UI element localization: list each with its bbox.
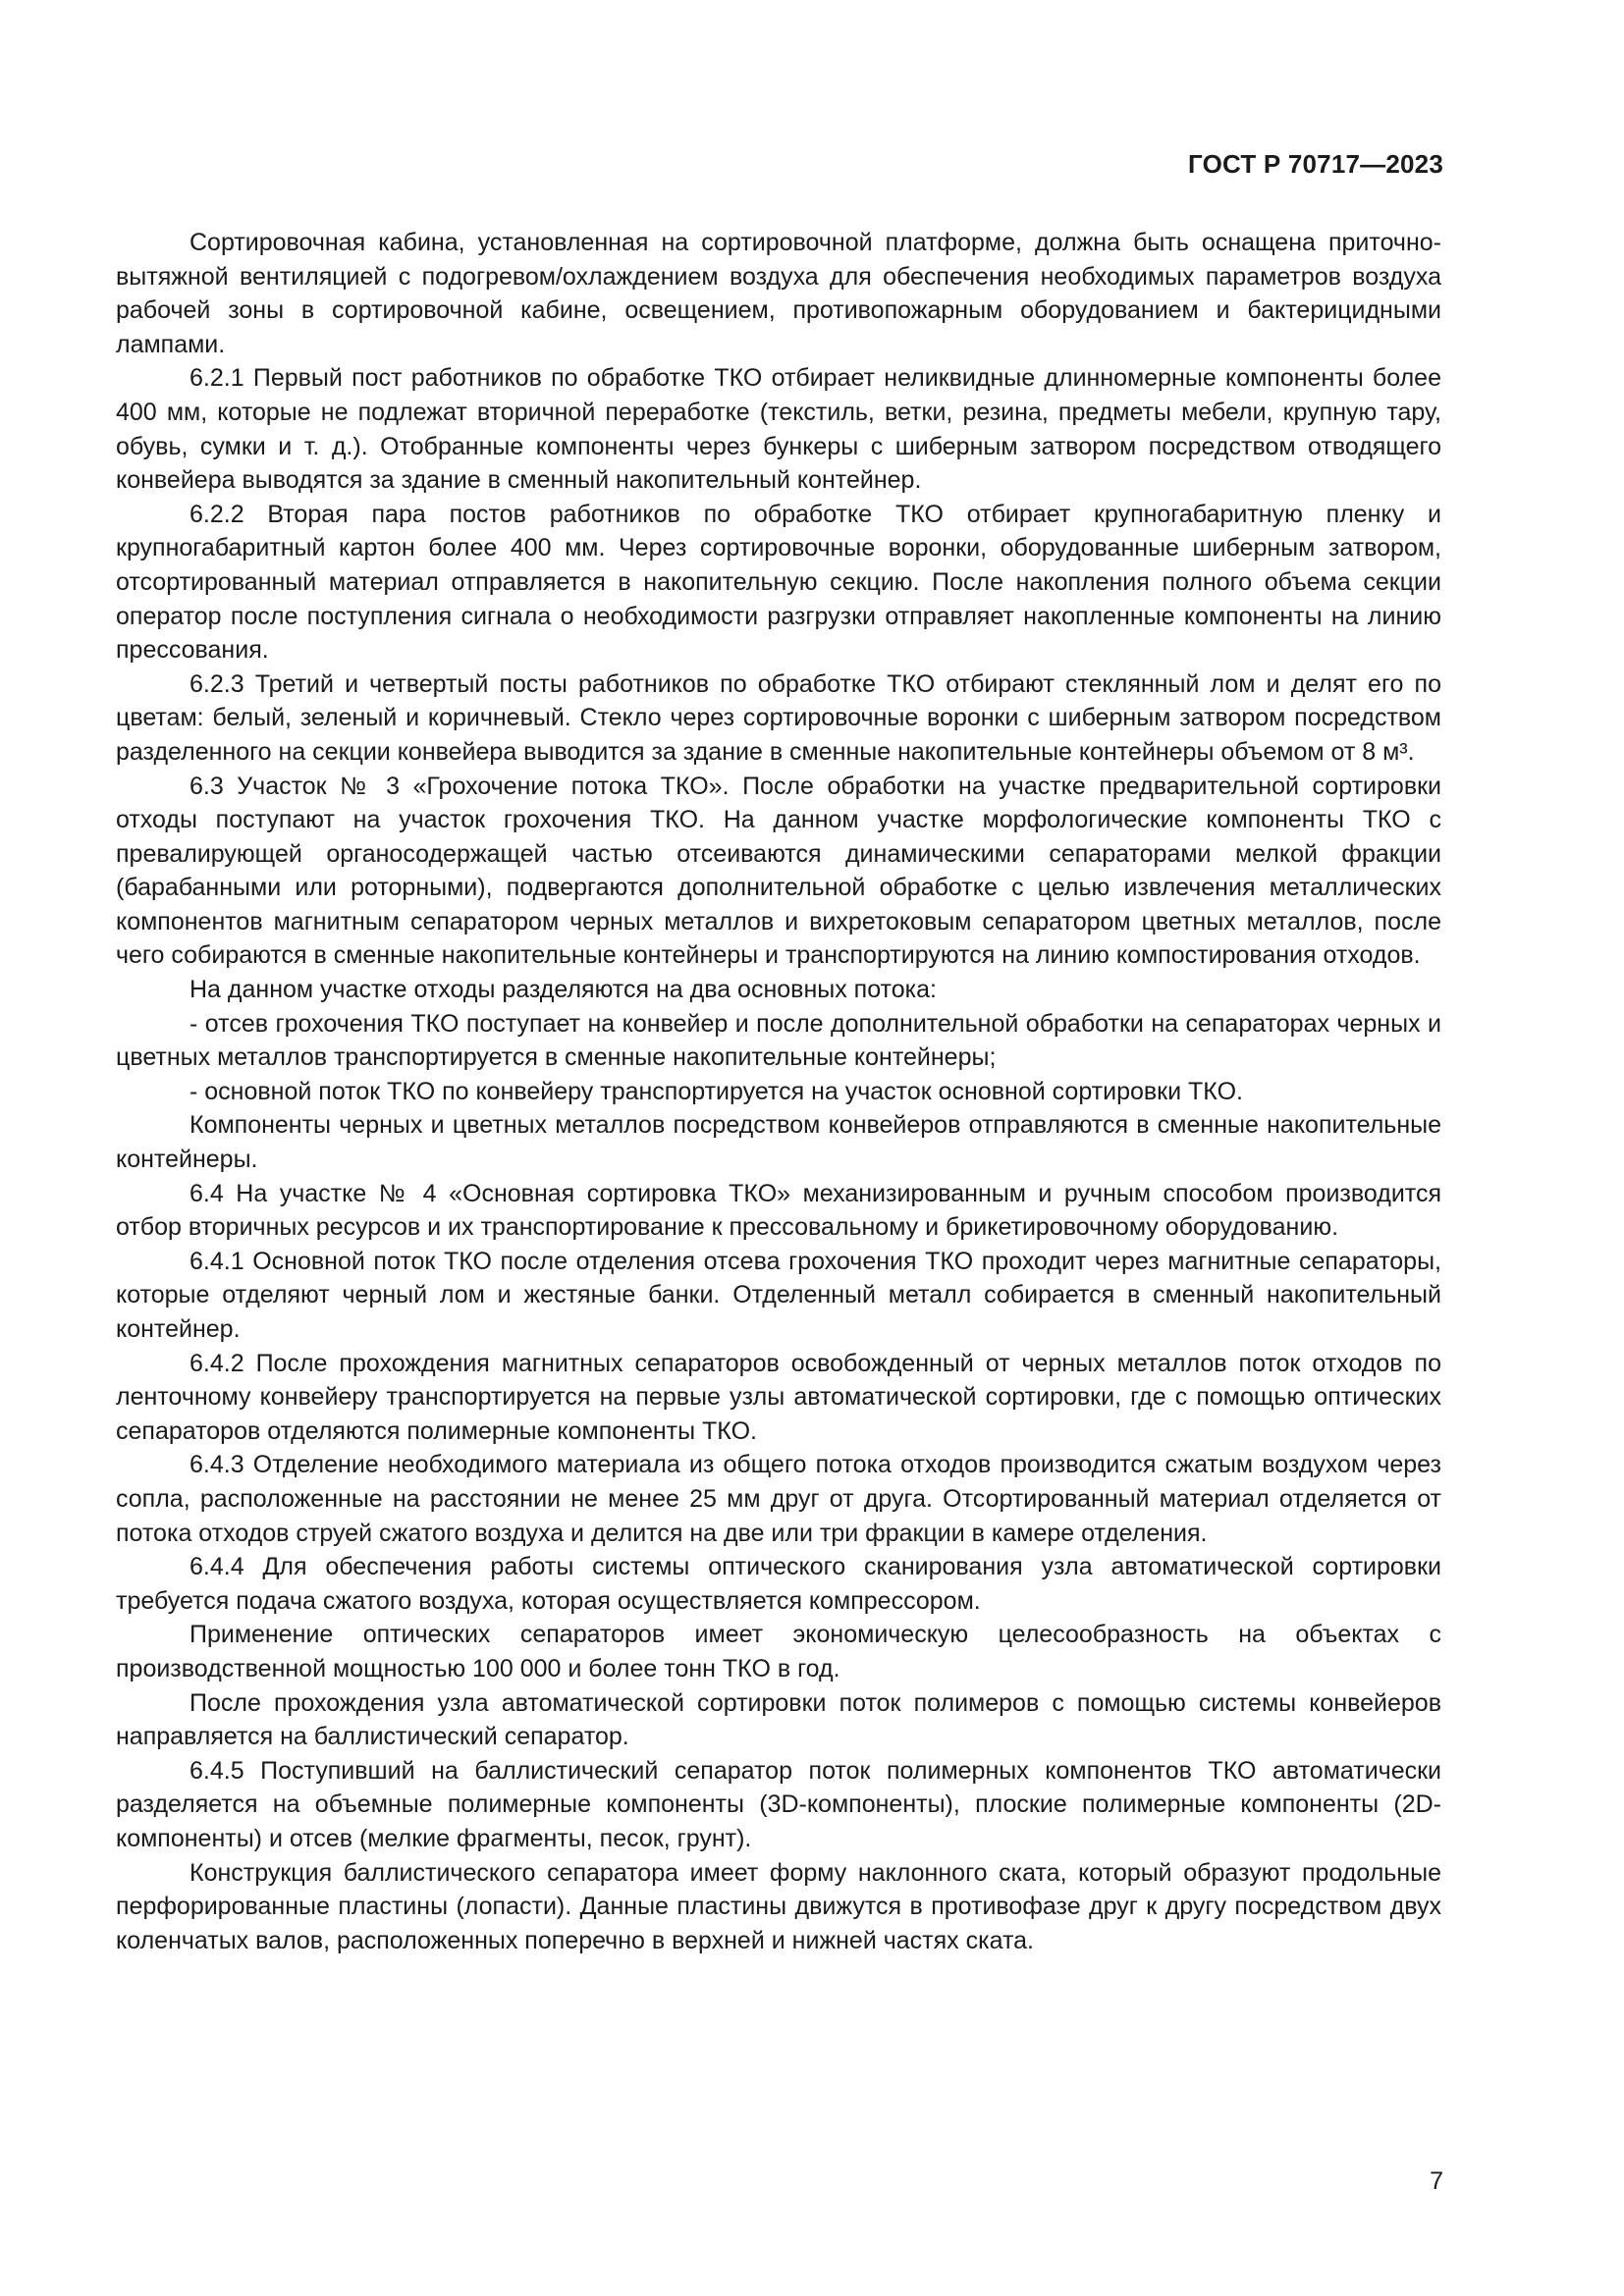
paragraph: На данном участке отходы разделяются на два основных потока: xyxy=(189,976,937,1004)
paragraph: Сортировочная кабина, установленная на сортировочной платформе, должна быть оснащена приточно-вытяжной вентиляцией с подогревом/охлаждением воздуха для обеспечения необходимых параметров воздуха рабочей зоны в сортировочной кабине, освещением, противопожарным оборудованием и бактерицидными лампами. xyxy=(116,229,1441,358)
paragraph: Применение оптических сепараторов имеет экономическую целесообразность на объектах с производственной мощностью 100 000 и более тонн ТКО в год. xyxy=(116,1621,1441,1682)
paragraph: 6.4.5 Поступивший на баллистический сепаратор поток полимерных компонентов ТКО автоматически разделяется на объемные полимерные компоненты (3D-компоненты), плоские полимерные компоненты (2D-компоненты) и отсев (мелкие фрагменты, песок, грунт). xyxy=(116,1756,1441,1852)
list-item: - отсев грохочения ТКО поступает на конвейер и после дополнительной обработки на сепараторах черных и цветных металлов транспортируется в сменные накопительные контейнеры; xyxy=(116,1009,1441,1072)
paragraph: Конструкция баллистического сепаратора имеет форму наклонного ската, который образуют продольные перфорированные пластины (лопасти). Данные пластины движутся в противофазе друг к другу посредством двух коленчатых валов, расположенных поперечно в верхней и нижней частях ската. xyxy=(116,1858,1441,1954)
page-number: 7 xyxy=(1430,2167,1443,2195)
paragraph: 6.4 На участке № 4 «Основная сортировка ТКО» механизированным и ручным способом производится отбор вторичных ресурсов и их транспортирование к прессовальному и брикетировочному оборудованию. xyxy=(116,1179,1441,1242)
paragraph: 6.4.2 После прохождения магнитных сепараторов освобожденный от черных металлов поток отходов по ленточному конвейеру транспортируется на первые узлы автоматической сортировки, где с помощью оптических сепараторов отделяются полимерные компоненты ТКО. xyxy=(116,1349,1441,1445)
paragraph: 6.3 Участок № 3 «Грохочение потока ТКО». После обработки на участке предварительной сортировки отходы поступают на участок грохочения ТКО. На данном участке морфологические компоненты ТКО с превалирующей органосодержащей частью отсеиваются динамическими сепараторами мелкой фракции (барабанными или роторными), подвергаются дополнительной обработке с целью извлечения металлических компонентов магнитным сепаратором черных металлов и вихретоковым сепаратором цветных металлов, после чего собираются в сменные накопительные контейнеры и транспортируются на линию компостирования отходов. xyxy=(116,772,1441,970)
document-body xyxy=(116,226,1441,1957)
paragraph: Компоненты черных и цветных металлов посредством конвейеров отправляются в сменные накопительные контейнеры. xyxy=(116,1111,1441,1174)
paragraph: 6.2.3 Третий и четвертый посты работников по обработке ТКО отбирают стеклянный лом и делят его по цветам: белый, зеленый и коричневый. Стекло через сортировочные воронки с шиберным затвором посредством разделенного на секции конвейера выводится за здание в сменные накопительные контейнеры объемом от 8 м³. xyxy=(116,669,1441,766)
paragraph: После прохождения узла автоматической сортировки поток полимеров с помощью системы конвейеров направляется на баллистический сепаратор. xyxy=(116,1688,1441,1751)
paragraph: 6.4.3 Отделение необходимого материала из общего потока отходов производится сжатым воздухом через сопла, расположенные на расстоянии не менее 25 мм друг от друга. Отсортированный материал отделяется от потока отходов струей сжатого воздуха и делится на две или три фракции в камере отделения. xyxy=(116,1451,1441,1547)
paragraph: 6.2.1 Первый пост работников по обработке ТКО отбирает неликвидные длинномерные компоненты более 400 мм, которые не подлежат вторичной переработке (текстиль, ветки, резина, предметы мебели, крупную тару, обувь, сумки и т. д.). Отобранные компоненты через бункеры с шиберным затвором посредством отводящего конвейера выводятся за здание в сменный накопительный контейнер. xyxy=(116,364,1441,495)
list-item: - основной поток ТКО по конвейеру транспортируется на участок основной сортировки ТКО. xyxy=(189,1077,1243,1105)
paragraph: 6.4.4 Для обеспечения работы системы оптического сканирования узла автоматической сортировки требуется подача сжатого воздуха, которая осуществляется компрессором. xyxy=(116,1553,1441,1615)
paragraph: 6.2.2 Вторая пара постов работников по обработке ТКО отбирает крупногабаритную пленку и крупногабаритный картон более 400 мм. Через сортировочные воронки, оборудованные шиберным затвором, отсортированный материал отправляется в накопительную секцию. После накопления полного объема секции оператор после поступления сигнала о необходимости разгрузки отправляет накопленные компоненты на линию прессования. xyxy=(116,500,1441,665)
paragraph: 6.4.1 Основной поток ТКО после отделения отсева грохочения ТКО проходит через магнитные сепараторы, которые отделяют черный лом и жестяные банки. Отделенный металл собирается в сменный накопительный контейнер. xyxy=(116,1247,1441,1343)
document-standard-number: ГОСТ Р 70717—2023 xyxy=(1188,149,1443,179)
